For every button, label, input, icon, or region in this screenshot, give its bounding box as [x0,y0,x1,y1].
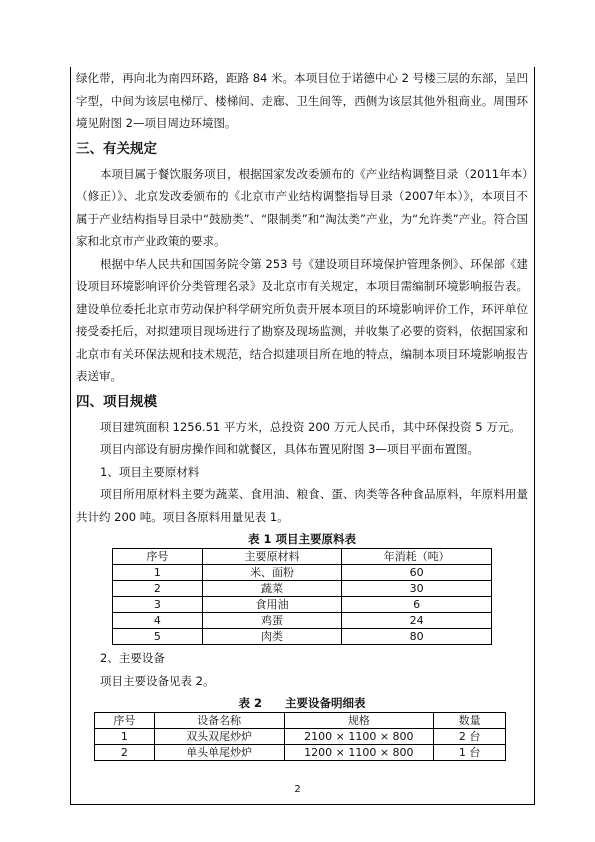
table-row [113,581,492,597]
table-cell: 5 [113,629,203,645]
table-cell: 24 [342,613,492,629]
table-cell: 1 [113,565,203,581]
table-cell: 肉类 [202,629,342,645]
table-2-caption: 表 2 主要设备明细表 [238,696,366,710]
table-2 [94,712,506,761]
table-cell: 2 [113,581,203,597]
section-3-paragraph-2: 根据中华人民共和国国务院令第 253 号《建设项目环境保护管理条例》、环保部《建设项目环境影响评价分类管理名录》及北京市有关规定，本项目需编制环境影响报告表。建设单位委托北京市劳动保护科学研究所负责开展本项目的环境影响评价工作，环评单位接受委托后，对拟建项目现场进行了勘察及现场监测，并收集了必要的资料，依据国家和北京市有关环保法规和技术规范，结合拟建项目所在地的特点，编制本项目环境影响报告表送审。 [76,256,528,383]
table-header-cell: 规格 [284,713,434,729]
section-4-paragraph-4: 项目主要设备见表 2。 [100,673,215,688]
table-cell: 2 [95,745,155,761]
section-3-paragraph-1: 本项目属于餐饮服务项目，根据国家发改委颁布的《产业结构调整目录（2011年本）（修正）》、北京发改委颁布的《北京市产业结构调整指导目录（2007年本）》，本项目不属于产业结构指导目录中“鼓励类”、“限制类”和“淘汰类”产业，为“允许类”产业。符合国家和北京市产业政策的要求。 [76,166,528,248]
table-header-cell: 序号 [113,549,203,565]
table-cell: 2 台 [434,729,506,745]
table-cell: 2100 × 1100 × 800 [284,729,434,745]
table-header-cell: 设备名称 [154,713,284,729]
table-cell: 1 [95,729,155,745]
table-cell: 米、面粉 [202,565,342,581]
page-number: 2 [294,784,301,795]
table-header-cell: 年消耗（吨） [342,549,492,565]
table-cell: 蔬菜 [202,581,342,597]
table-cell: 6 [342,597,492,613]
subsection-1-heading: 1、项目主要原材料 [100,464,200,479]
table-header-cell: 数量 [434,713,506,729]
document-body [76,67,528,761]
table-row [113,629,492,645]
table-row [95,745,506,761]
section-4-paragraph-1: 项目建筑面积 1256.51 平方米，总投资 200 万元人民币，其中环保投资 5 万元。 [100,419,521,434]
table-cell: 4 [113,613,203,629]
table-header-cell: 序号 [95,713,155,729]
table-cell: 30 [342,581,492,597]
table-row [113,613,492,629]
table-cell: 单头单尾炒炉 [154,745,284,761]
table-row [113,565,492,581]
table-cell: 80 [342,629,492,645]
table-cell: 1 台 [434,745,506,761]
table-cell: 60 [342,565,492,581]
table-header-row [95,713,506,729]
table-cell: 3 [113,597,203,613]
table-cell: 双头双尾炒炉 [154,729,284,745]
table-row [113,597,492,613]
table-1-caption: 表 1 项目主要原料表 [247,532,356,546]
intro-paragraph: 绿化带，再向北为南四环路，距路 84 米。本项目位于诺德中心 2 号楼三层的东部，呈凹字型，中间为该层电梯厅、楼梯间、走廊、卫生间等，西侧为该层其他外租商业。周围环境见附图 2—项目周边环境图。 [76,71,528,130]
table-1 [112,548,492,645]
table-cell: 鸡蛋 [202,613,342,629]
table-header-row [113,549,492,565]
table-header-cell: 主要原材料 [202,549,342,565]
section-4-paragraph-2: 项目内部设有厨房操作间和就餐区，具体布置见附图 3—项目平面布置图。 [100,442,479,456]
subsection-2-heading: 2、主要设备 [100,651,165,665]
table-row [95,729,506,745]
section-4-paragraph-3: 项目所用原材料主要为蔬菜、食用油、粮食、蛋、肉类等各种食品原料，年原料用量共计约 200 吨。项目各原料用量见表 1。 [76,487,528,524]
section-4-heading: 四、项目规模 [76,393,157,410]
table-cell: 食用油 [202,597,342,613]
table-cell: 1200 × 1100 × 800 [284,745,434,761]
section-3-heading: 三、有关规定 [76,140,157,157]
